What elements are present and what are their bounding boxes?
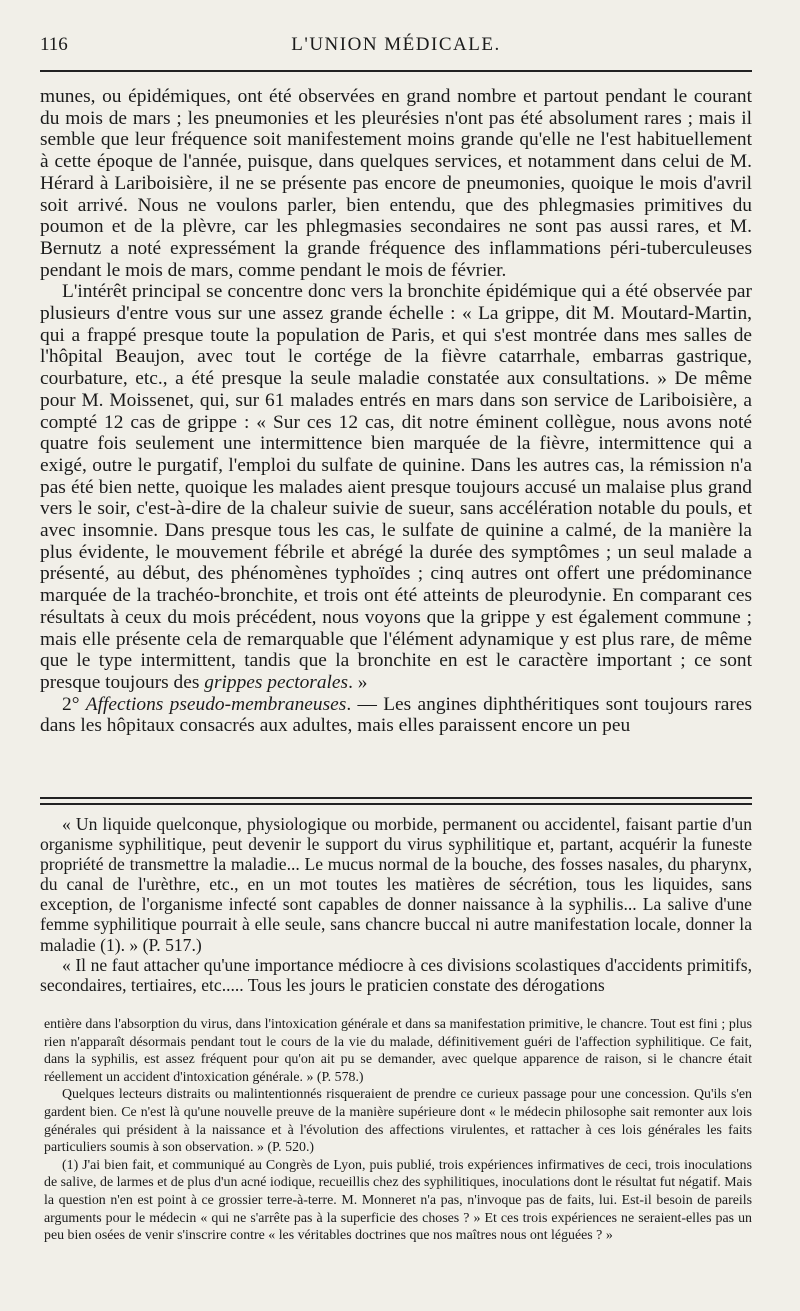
page-header — [40, 34, 752, 64]
running-title: L'UNION MÉDICALE. — [291, 34, 501, 55]
feuilleton-text — [40, 814, 752, 995]
main-text — [40, 86, 752, 737]
small-print-notes — [44, 1016, 752, 1245]
section-divider — [40, 797, 752, 805]
section-title: Affections pseudo-membraneuses — [85, 693, 347, 715]
quote-paragraph-1: « Un liquide quelconque, physiologique ou morbide, permanent ou accidentel, faisant partie d'un organisme syphilitique, peut devenir le support du virus syphilitique et, partant, acquérir la funeste propriété de transmettre la maladie... Le mucus normal de la bouche, des fosses nasales, du pharynx, du canal de l'urèthre, etc., en un mot toutes les matières de sécrétion, tous les liquides, sans exception, de l'organisme infecté sont capables de donner naissance à la syphilis... La salive d'une femme syphilitique pourrait à elle seule, sans chancre buccal ni autre manifestation locale, donner la maladie (1). » (P. 517.) — [40, 814, 752, 955]
paragraph-bronchite-text: L'intérêt principal se concentre donc vers la bronchite épidémique qui a été observée par plusieurs d'entre vous sur une assez grande échelle : « La grippe, dit M. Moutard-Martin, qui a frappé presque toute la population de Paris, et qui s'est montrée dans mes salles de l'hôpital Beaujon, avec tout le cortége de la fièvre catarrhale, embarras gastrique, courbature, etc., a été presque la seule maladie constatée aux consultations. » De même pour M. Moissenet, qui, sur 61 malades entrés en mars dans son service de Lariboisière, a compté 12 cas de grippe : « Sur ces 12 cas, dit notre éminent collègue, nous avons noté quatre fois seulement une intermittence bien marquée de la fièvre, intermittence qui a exigé, outre le purgatif, l'emploi du sulfate de quinine. Dans les autres cas, la rémission n'a pas été bien nette, quoique les malades aient presque toujours accusé un malaise plus grand vers le soir, c'est-à-dire de la chaleur suivie de sueur, sans accélération notable du pouls, et avec insomnie. Dans presque tous les cas, le sulfate de quinine a calmé, de la manière la plus évidente, le mouvement fébrile et abrégé la durée des symptômes ; un seul malade a présenté, au début, des phénomènes typhoïdes ; cinq autres ont offert une prédominance marquée de la trachéo-bronchite, et trois ont été atteints de pleurodynie. En comparant ces résultats à ceux du mois précédent, nous voyons que la grippe y est également commune ; mais elle présente cela de remarquable que l'élément adynamique y est plus rare, de même que le type intermittent, tandis que la bronchite en est le caractère important ; ce sont presque toujours des — [40, 281, 752, 693]
paragraph-bronchite-end: . » — [348, 671, 368, 693]
emphasis-grippes-pectorales: grippes pectorales — [204, 671, 349, 693]
page-number: 116 — [40, 34, 68, 55]
paragraph-continued: munes, ou épidémiques, ont été observées en grand nombre et partout pendant le courant du mois de mars ; les pneumonies et les pleurésies n'ont pas été absolument rares ; mais il semble que leur fréquence soit manifestement moins grande qu'elle ne l'est habituellement à cette époque de l'année, puisque, dans quelques services, et notamment dans celui de M. Hérard à Lariboisière, il ne se présente pas encore de pneumonies, quoique le mois d'avril soit arrivé. Nous ne voulons parler, bien entendu, que des phlegmasies primitives du poumon et de la plèvre, car les phlegmasies secondaires ne sont pas aussi rares, et M. Bernutz a noté expressément la grande fréquence des inflammations péri-tuberculeuses pendant le mois de mars, comme pendant le mois de février. — [40, 86, 752, 281]
paragraph-affections — [40, 694, 752, 737]
header-rule — [40, 70, 752, 72]
note-paragraph-2: Quelques lecteurs distraits ou malintentionnés risqueraient de prendre ce curieux passage pour une concession. Qu'ils s'en gardent bien. Ce n'est là qu'une nouvelle preuve de la manière supérieure dont « le médecin philosophe sait remonter aux lois générales qui président à la naissance et à l'évolution des affections virulentes, et rattacher à ces lois générales les faits particuliers soumis à son observation. » (P. 520.) — [44, 1087, 752, 1156]
section-number: 2° — [62, 693, 86, 715]
footnote-1: (1) J'ai bien fait, et communiqué au Congrès de Lyon, puis publié, trois expériences infirmatives de ceci, trois inoculations de salive, de larmes et de plus d'un acné iodique, recueillis chez des syphilitiques, inoculations dont le résultat fut négatif. Mais la question n'en est point à ce grossier terre-à-terre. M. Monneret n'a pas, n'invoque pas de faits, lui. Est-il besoin de pareils arguments pour le médecin « qui ne s'arrête pas à la superficie des choses ? » Et ces trois expériences ne seraient-elles pas un peu bien osées de venir s'inscrire contre « les véritables doctrines que nos maîtres nous ont léguées ? » — [44, 1157, 752, 1244]
paragraph-affections-text: . — Les angines diphthéritiques sont toujours rares dans les hôpitaux consacrés aux adultes, mais elles paraissent encore un peu — [40, 693, 752, 737]
quote-paragraph-2: « Il ne faut attacher qu'une importance médiocre à ces divisions scolastiques d'accidents primitifs, secondaires, tertiaires, etc..... Tous les jours le praticien constate des dérogations — [40, 954, 752, 995]
note-paragraph-1: entière dans l'absorption du virus, dans l'intoxication générale et dans sa manifestation primitive, le chancre. Tout est fini ; plus rien n'apparaît désormais pendant tout le cours de la vie du malade, définitivement guéri de l'affection syphilitique. Ce fait, dans la syphilis, est assez fréquent pour qu'on ait pu se demander, avec quelque apparence de raison, si le chancre était réellement un accident d'intoxication générale. » (P. 578.) — [44, 1017, 752, 1085]
paragraph-bronchite — [40, 281, 752, 693]
